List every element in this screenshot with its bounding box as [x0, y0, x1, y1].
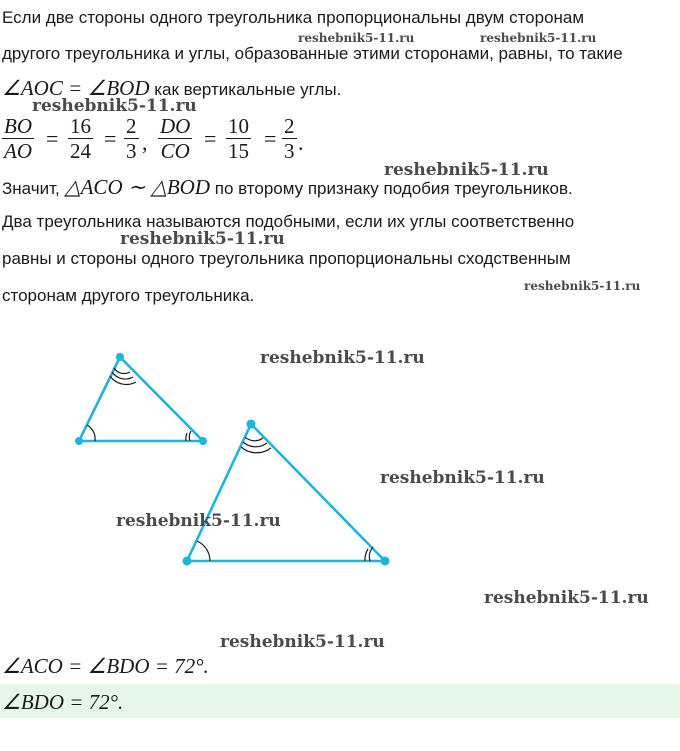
- equals-sign: =: [204, 126, 217, 151]
- watermark: reshebnik5-11.ru: [120, 229, 285, 249]
- equals-sign: =: [104, 126, 117, 151]
- similarity-statement: △ACO ∼ △BOD: [64, 175, 211, 199]
- watermark: reshebnik5-11.ru: [384, 160, 549, 180]
- fraction-bo-ao: $\frac{BO}{AO}$: [4, 114, 32, 163]
- large-triangle-sides: [187, 424, 385, 561]
- fraction-do-co: $\frac{DO}{CO}$: [160, 114, 191, 163]
- large-triangle-vertices: [183, 420, 390, 566]
- watermark: reshebnik5-11.ru: [380, 468, 545, 488]
- small-triangle-vertices: [75, 353, 207, 445]
- comma: ,: [142, 130, 148, 155]
- watermark: reshebnik5-11.ru: [298, 31, 415, 45]
- watermark: reshebnik5-11.ru: [116, 511, 281, 531]
- watermark: reshebnik5-11.ru: [32, 96, 197, 116]
- angle-equation: ∠ACO = ∠BDO = 72°.: [2, 654, 209, 678]
- paragraph-line-7: равны и стороны одного треугольника пропорциональны сходственным: [2, 249, 571, 268]
- large-triangle: [187, 424, 385, 561]
- paragraph-line-6: Два треугольника называются подобными, если их углы соответственно: [2, 212, 575, 231]
- small-triangle-angle-marks: [87, 368, 191, 441]
- paragraph-line-1: Если две стороны одного треугольника пропорциональны двум сторонам: [2, 8, 585, 27]
- watermark: reshebnik5-11.ru: [524, 279, 641, 293]
- paragraph-line-2: другого треугольника и углы, образованные этими сторонами, равны, то такие: [2, 44, 623, 63]
- small-triangle-sides: [79, 357, 203, 441]
- large-triangle-angle-marks: [197, 437, 373, 561]
- fraction-2-3: $\frac{2}{3}$: [126, 114, 137, 163]
- vertical-angles-text: как вертикальные углы.: [149, 80, 342, 99]
- equals-sign: =: [264, 126, 277, 151]
- equals-sign: =: [46, 126, 59, 151]
- fraction-2-3-second: $\frac{2}{3}$: [284, 114, 295, 163]
- paragraph-line-5: Значит, △ACO ∼ △BOD по второму признаку подобия треугольников.: [2, 175, 573, 199]
- paragraph-line-8: сторонам другого треугольника.: [2, 286, 255, 305]
- watermark: reshebnik5-11.ru: [480, 31, 597, 45]
- answer-text: ∠BDO = 72°.: [2, 690, 124, 714]
- answer-box: [0, 684, 680, 718]
- watermark: reshebnik5-11.ru: [260, 348, 425, 368]
- watermark: reshebnik5-11.ru: [220, 632, 385, 652]
- small-triangle: [79, 357, 203, 441]
- fraction-10-15: $\frac{10}{15}$: [228, 114, 249, 163]
- fraction-16-24: $\frac{16}{24}$: [70, 114, 91, 163]
- period: .: [298, 130, 304, 155]
- watermark: reshebnik5-11.ru: [484, 588, 649, 608]
- angle-equality: ∠AOC = ∠BOD: [2, 76, 150, 100]
